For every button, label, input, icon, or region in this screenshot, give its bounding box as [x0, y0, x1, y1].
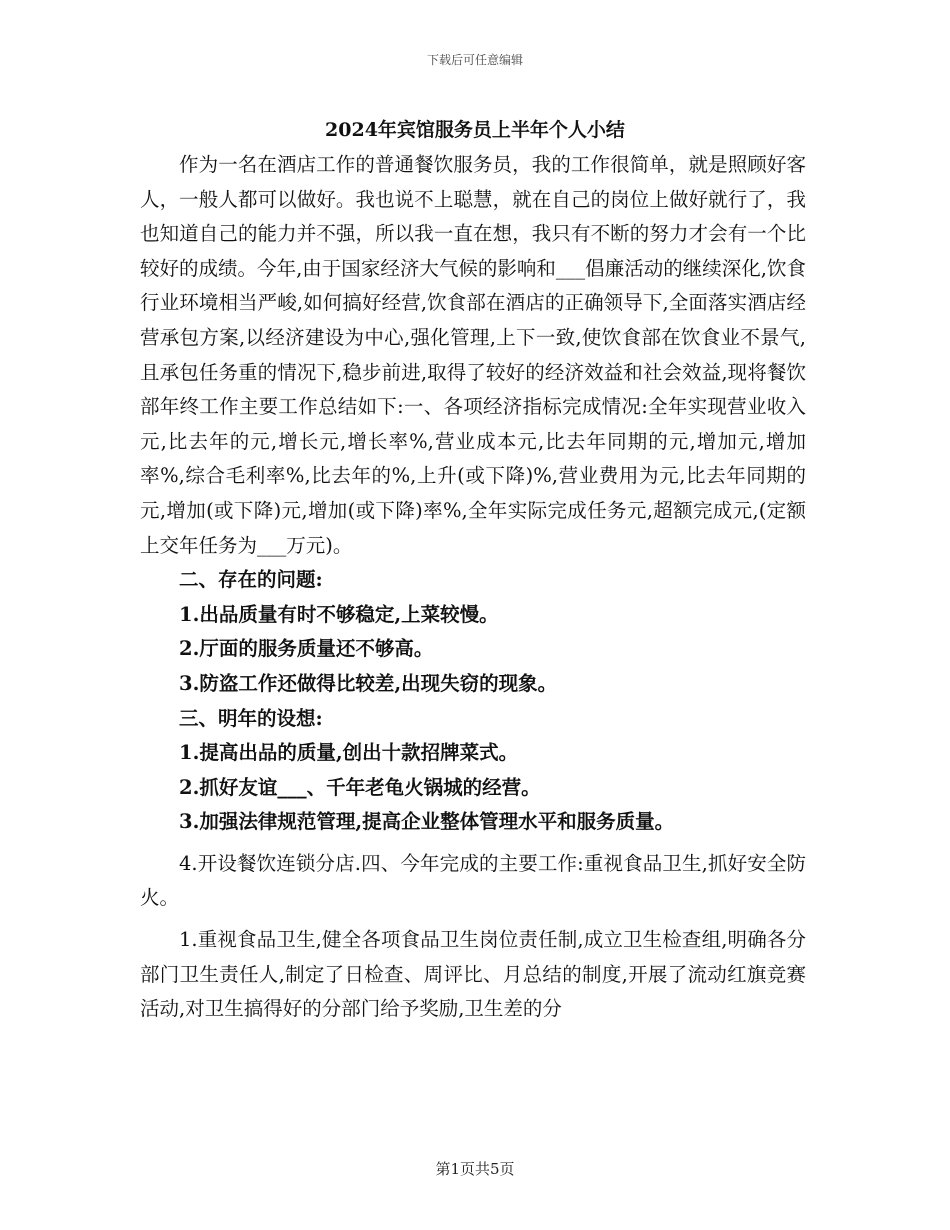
document-body — [140, 148, 806, 1027]
section-heading-problems: 二、存在的问题: — [179, 568, 323, 592]
problem-item-3: 3.防盗工作还做得比较差,出现失窃的现象。 — [179, 671, 558, 695]
intro-paragraph: 作为一名在酒店工作的普通餐饮服务员，我的工作很简单，就是照顾好客人，一般人都可以做好。我也说不上聪慧，就在自己的岗位上做好就行了，我也知道自己的能力并不强，所以我一直在想，我只有不断的努力才会有一个比较好的成绩。今年,由于国家经济大气候的影响和___倡廉活动的继续深化,饮食行业环境相当严峻,如何搞好经营,饮食部在酒店的正确领导下,全面落实酒店经营承包方案,以经济建设为中心,强化管理,上下一致,使饮食部在饮食业不景气,且承包任务重的情况下,稳步前进,取得了较好的经济效益和社会效益,现将餐饮部年终工作主要工作总结如下:一、各项经济指标完成情况:全年实现营业收入元,比去年的元,增长元,增长率%,营业成本元,比去年同期的元,增加元,增加率%,综合毛利率%,比去年的%,上升(或下降)%,营业费用为元,比去年同期的元,增加(或下降)元,增加(或下降)率%,全年实际完成任务元,超额完成元,(定额上交年任务为___万元)。 — [140, 153, 806, 557]
plan-item-4-and-work-summary: 4.开设餐饮连锁分店.四、今年完成的主要工作:重视食品卫生,抓好安全防火。 — [140, 851, 806, 910]
problem-item-2: 2.厅面的服务质量还不够高。 — [179, 637, 434, 661]
work-item-1-paragraph: 1.重视食品卫生,健全各项食品卫生岗位责任制,成立卫生检查组,明确各分部门卫生责任人,制定了日检查、周评比、月总结的制度,开展了流动红旗竞赛活动,对卫生搞得好的分部门给予奖励,卫生差的分 — [140, 928, 806, 1021]
document-title: 2024年宾馆服务员上半年个人小结 — [325, 119, 625, 141]
plan-item-1: 1.提高出品的质量,创出十款招牌菜式。 — [179, 741, 519, 765]
plan-item-3: 3.加强法律规范管理,提高企业整体管理水平和服务质量。 — [179, 810, 675, 834]
page-number: 第1页共5页 — [435, 1160, 515, 1178]
section-heading-plans: 三、明年的设想: — [179, 706, 323, 730]
plan-item-2: 2.抓好友谊___、千年老龟火锅城的经营。 — [179, 775, 541, 799]
problem-item-1: 1.出品质量有时不够稳定,上菜较慢。 — [179, 602, 499, 626]
page-header-note: 下载后可任意编辑 — [426, 53, 523, 67]
